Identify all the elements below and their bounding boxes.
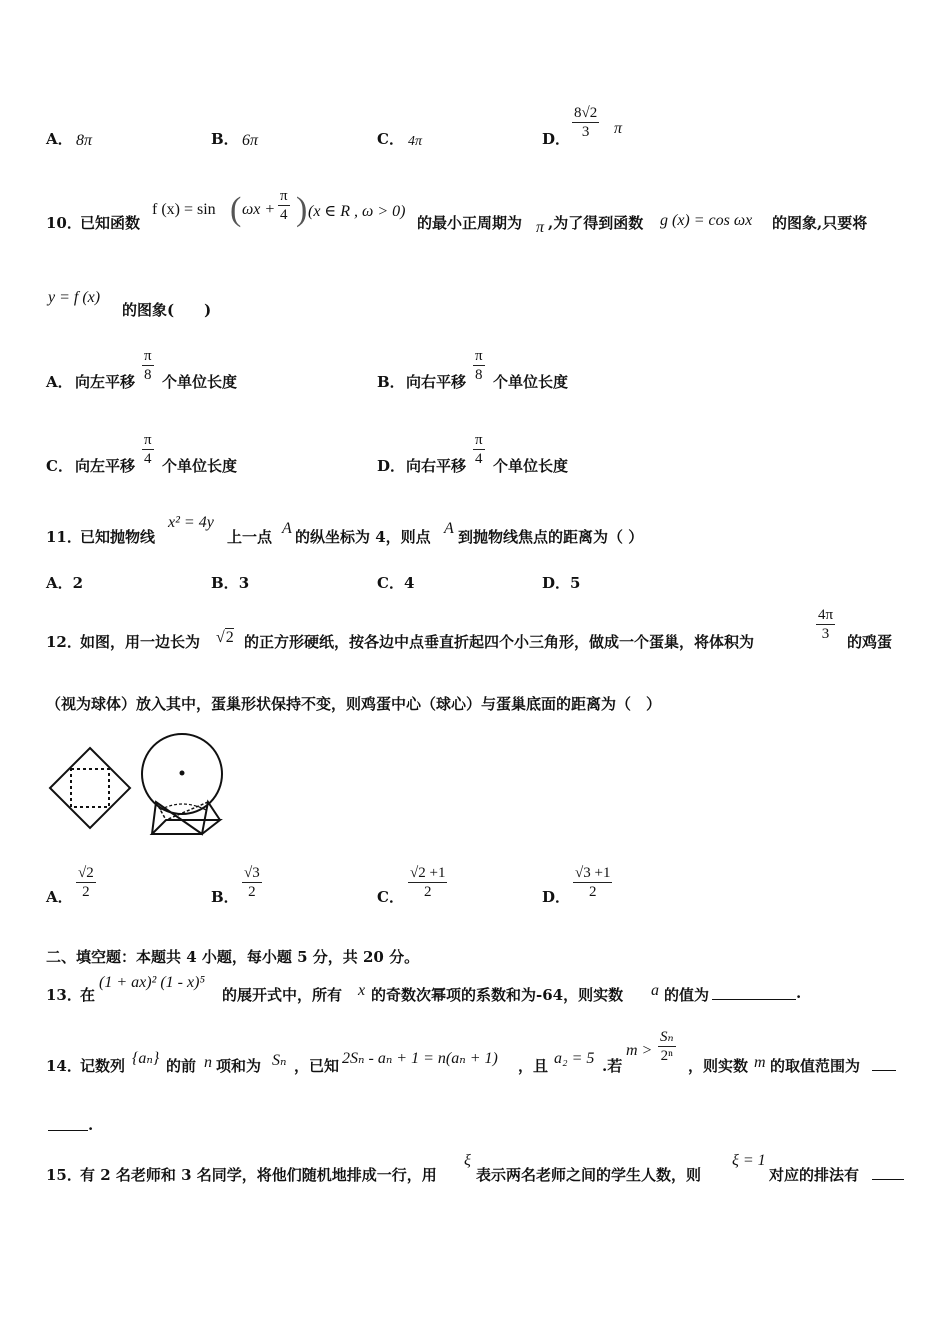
q12-suffix: 的鸡蛋 [847,633,893,651]
q15-xi: ξ [464,1152,471,1169]
q10-mid: 的最小正周期为 [417,214,523,232]
question-10 [46,185,906,260]
section-heading: 二、填空题：本题共 4 小题，每小题 5 分，共 20 分。 [46,948,420,966]
q14-equation: 2Sₙ - aₙ + 1 = n(aₙ + 1) [342,1050,498,1067]
q14-number: 14． [46,1057,82,1075]
q10-prefix: 已知函数 [80,214,141,232]
q14-m: m [754,1054,766,1071]
q10-option-d-unit: 个单位长度 [493,457,569,475]
q15-prefix: 有 2 名老师和 3 名同学，将他们随机地排成一行，用 [80,1166,437,1184]
q14-end: . [88,1116,94,1134]
q11-option-d: D．5 [542,574,581,592]
q14-line2 [46,1116,126,1136]
q14-answer-blank-end[interactable] [48,1116,88,1131]
q13-end: . [796,984,802,1002]
q10-option-b-label: B． [377,373,405,391]
q13-var-a: a [651,982,659,999]
q11-suffix: 到抛物线焦点的距离为（ ） [458,528,644,546]
q10-option-d-text: 向右平移 [406,457,467,475]
q10-period: π [536,219,545,236]
q14-mid3: ，已知 [294,1057,340,1075]
q13-suffix: 的值为 [664,986,710,1004]
q14-answer-blank-start[interactable] [872,1056,896,1071]
q10-line2 [48,285,348,319]
question-12 [46,604,906,659]
q10-line2-text: 的图象( ) [122,301,212,319]
q12-volume-fraction: $\frac{4\pi}{3}$ [818,607,834,642]
q10-option-a-text: 向左平移 [75,373,136,391]
q13-prefix: 在 [80,986,96,1004]
q13-number: 13． [46,986,82,1004]
q12-option-d-fraction: $\frac{√3 +1}{2}$ [575,865,611,900]
q12-options [46,862,666,916]
q11-point2: A [444,520,454,537]
q10-line2-math: y = f (x) [48,289,101,306]
q10-option-d [377,430,677,480]
q11-option-b: B．3 [211,574,250,592]
q9-option-a-label: A． [46,130,73,148]
q9-option-c-label: C． [377,130,404,148]
q10-option-c-text: 向左平移 [75,457,136,475]
q14-ineq-m: m > [626,1042,653,1059]
q10-option-a-fraction: $\frac{\pi}{8}$ [144,348,152,383]
q14-n: n [204,1054,212,1071]
q10-option-c [46,430,346,480]
q14-mid2: 项和为 [216,1057,262,1075]
q12-option-b-fraction: $\frac{√3}{2}$ [244,865,260,900]
q9-option-a-value: 8π [76,132,93,149]
q12-option-b-label: B． [211,888,239,906]
q14-mid6: ，则实数 [688,1057,749,1075]
q9-option-d-label: D． [542,130,571,148]
q10-option-a-label: A． [46,373,73,391]
q12-line2: （视为球体）放入其中，蛋巢形状保持不变，则鸡蛋中心（球心）与蛋巢底面的距离为（ ） [46,695,662,713]
q10-option-c-unit: 个单位长度 [162,457,238,475]
q14-mid: 的前 [166,1057,197,1075]
q14-a2: a₂ = 5 [554,1050,595,1067]
question-14 [46,1028,906,1078]
q12-option-a-label: A． [46,888,73,906]
q11-number: 11． [46,528,82,546]
q15-xi-eq: ξ = 1 [732,1152,766,1169]
q15-number: 15． [46,1166,82,1184]
q13-answer-blank[interactable] [712,985,796,1000]
q10-mid2: ,为了得到函数 [548,214,644,232]
q11-options [46,572,646,594]
q12-mid: 的正方形硬纸，按各边中点垂直折起四个小三角形，做成一个蛋巢，将体积为 [244,633,755,651]
q15-answer-blank[interactable] [872,1165,904,1180]
q14-seq: {aₙ} [132,1050,160,1067]
q11-prefix: 已知抛物线 [80,528,156,546]
q12-option-d-label: D． [542,888,571,906]
q9-option-c-value: 4π [408,134,423,149]
q10-option-b-fraction: $\frac{\pi}{8}$ [475,348,483,383]
q14-suffix: 的取值范围为 [770,1057,861,1075]
q10-g: g (x) = cos ωx [660,212,753,229]
question-13 [46,968,906,1008]
question-15 [46,1148,906,1188]
q9-option-d-pi: π [614,120,623,137]
q12-option-c-label: C． [377,888,404,906]
q10-option-a-unit: 个单位长度 [162,373,238,391]
q10-func-fraction: $\frac{\pi}{4}$ [280,188,288,223]
q10-option-d-label: D． [377,457,406,475]
q9-option-d-fraction: $\frac{8√2}{3}$ [574,105,598,140]
q10-domain: (x ∈ R , ω > 0) [308,203,406,220]
q10-option-b-text: 向右平移 [406,373,467,391]
q14-sn: Sₙ [272,1052,287,1069]
q10-option-b-unit: 个单位长度 [493,373,569,391]
q10-suffix: 的图象,只要将 [772,214,868,232]
q14-mid5: .若 [602,1057,623,1075]
q9-options [46,105,666,162]
q13-mid: 的展开式中，所有 [222,986,343,1004]
q10-option-a [46,345,346,395]
q11-option-a: A．2 [46,574,84,592]
q11-point: A [282,520,292,537]
q10-option-b [377,345,677,395]
q10-option-c-fraction: $\frac{\pi}{4}$ [144,432,152,467]
q13-expression: (1 + ax)² (1 - x)⁵ [99,974,205,991]
q15-mid: 表示两名老师之间的学生人数，则 [476,1166,702,1184]
q10-paren-right: ) [296,191,308,228]
q10-option-c-label: C． [46,457,73,475]
q12-option-a-fraction: $\frac{√2}{2}$ [78,865,94,900]
q10-func-lhs: f (x) = sin [152,201,216,218]
fold-lines [71,769,109,807]
q11-parabola: x² = 4y [168,514,214,531]
q10-func-arg: ωx + [242,201,276,218]
q13-var-x: x [358,982,366,999]
q12-prefix: 如图，用一边长为 [80,633,201,651]
q15-suffix: 对应的排法有 [769,1166,860,1184]
q9-option-b-label: B． [211,130,239,148]
q13-mid2: 的奇数次幂项的系数和为-64，则实数 [371,986,624,1004]
paper-square [50,748,130,828]
q12-option-c-fraction: $\frac{√2 +1}{2}$ [410,865,446,900]
question-11 [46,510,906,550]
q12-number: 12． [46,633,82,651]
q14-ineq-fraction: $\frac{\text{Sₙ}}{\text{2ⁿ}}$ [660,1029,674,1064]
sphere-center [180,771,185,776]
q10-paren-left: ( [230,191,242,228]
q11-mid: 上一点 [227,528,273,546]
q11-mid2: 的纵坐标为 4，则点 [295,528,431,546]
q9-option-b-value: 6π [242,132,259,149]
q14-prefix: 记数列 [80,1057,126,1075]
q11-option-c: C．4 [377,574,415,592]
q12-figure [48,728,228,843]
q10-option-d-fraction: $\frac{\pi}{4}$ [475,432,483,467]
nest-wall-right [166,802,208,820]
q14-mid4: ，且 [518,1057,549,1075]
q10-number: 10． [46,214,82,232]
q12-side: √2 [216,629,234,646]
